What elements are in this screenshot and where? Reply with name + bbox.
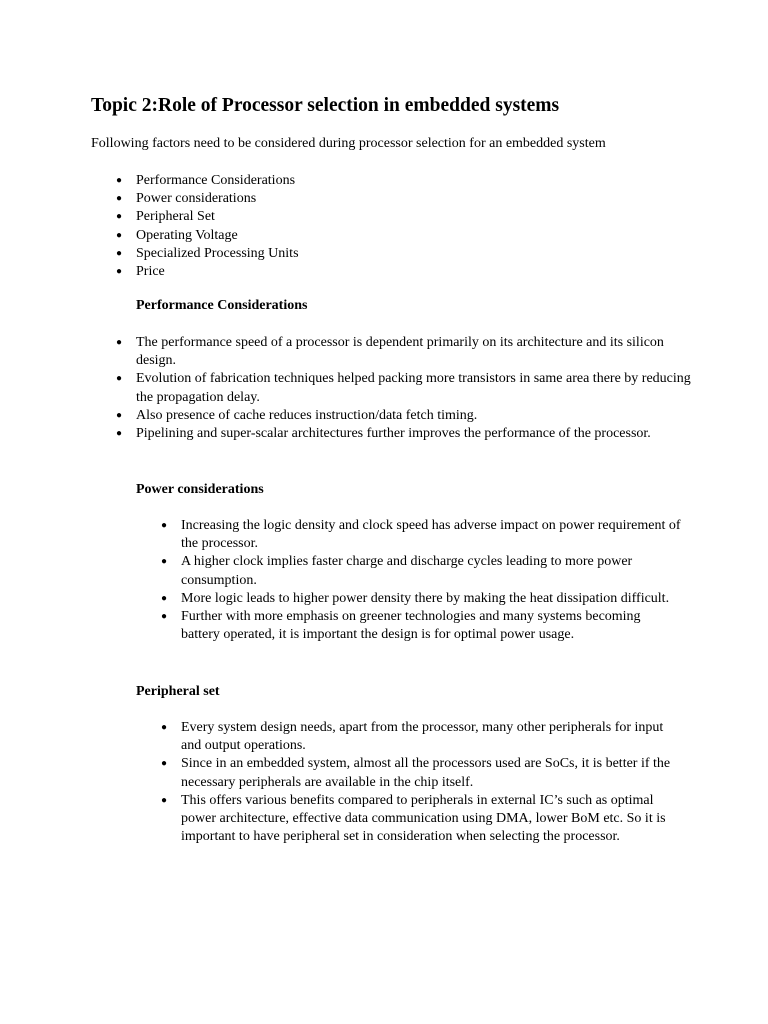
list-item-text: Evolution of fabrication techniques helped packing more transistors in same area there by reducing the propagation delay. [136,371,691,405]
list-item [161,608,681,644]
bullet-icon: ● [161,556,168,568]
list-item [161,553,681,589]
list-item [116,190,696,208]
performance-points-list [116,334,696,443]
list-item-text: Increasing the logic density and clock speed has adverse impact on power requirement of the processor. [181,518,681,552]
power-points-list [161,517,681,644]
bullet-icon: ● [116,193,123,205]
bullet-icon: ● [116,428,123,440]
list-item-text: The performance speed of a processor is dependent primarily on its architecture and its silicon design. [136,335,664,369]
bullet-icon: ● [116,337,123,348]
intro-paragraph: Following factors need to be considered during processor selection for an embedded system [91,136,606,151]
list-item [116,334,696,370]
list-item [116,263,696,281]
list-item [116,245,696,263]
bullet-icon: ● [116,229,123,241]
list-item-text: Further with more emphasis on greener technologies and many systems becoming battery operated, it is important the design is for optimal power usage. [181,609,641,643]
bullet-icon: ● [116,247,123,259]
bullet-icon: ● [161,520,168,531]
bullet-icon: ● [116,211,123,223]
list-item-text: Performance Considerations [136,173,296,188]
list-item-text: Since in an embedded system, almost all the processors used are SoCs, it is better if the necessary peripherals are available in the chip itself. [181,756,671,790]
bullet-icon: ● [161,758,168,770]
bullet-icon: ● [161,794,168,806]
list-item-text: Price [136,264,165,280]
list-item [161,755,681,791]
list-item-text: Pipelining and super-scalar architectures further improves the performance of the processor. [136,426,651,442]
list-item [116,227,696,245]
factor-list [116,172,696,281]
bullet-icon: ● [116,266,123,278]
section-heading-performance: Performance Considerations [136,298,308,313]
bullet-icon: ● [161,592,168,604]
list-item [116,425,696,443]
section-heading-peripheral: Peripheral set [136,684,220,699]
list-item-text: This offers various benefits compared to peripherals in external IC’s such as optimal power architecture, effective data communication using DMA, lower BoM etc. So it is important to have peripheral set in consideration when selecting the processor. [181,792,666,845]
list-item-text: Operating Voltage [136,227,238,243]
bullet-icon: ● [161,722,168,733]
list-item-text: Power considerations [136,191,257,207]
list-item [161,590,681,608]
list-item-text: Every system design needs, apart from the processor, many other peripherals for input and output operations. [181,720,664,754]
list-item-text: A higher clock implies faster charge and discharge cycles leading to more power consumption. [181,554,633,588]
list-item-text: Specialized Processing Units [136,245,299,261]
list-item [161,719,681,755]
list-item [161,792,681,847]
list-item-text: Peripheral Set [136,209,215,225]
list-item [116,208,696,226]
list-item [116,370,696,406]
bullet-icon: ● [161,611,168,623]
list-item [116,172,696,190]
section-heading-power: Power considerations [136,482,264,497]
page-title: Topic 2:Role of Processor selection in embedded systems [91,95,560,116]
list-item-text: More logic leads to higher power density there by making the heat dissipation difficult. [181,590,670,606]
bullet-icon: ● [116,175,123,186]
bullet-icon: ● [116,409,123,421]
list-item [161,517,681,553]
list-item-text: Also presence of cache reduces instruction/data fetch timing. [136,407,478,423]
list-item [116,407,696,425]
peripheral-points-list [161,719,681,846]
bullet-icon: ● [116,373,123,385]
